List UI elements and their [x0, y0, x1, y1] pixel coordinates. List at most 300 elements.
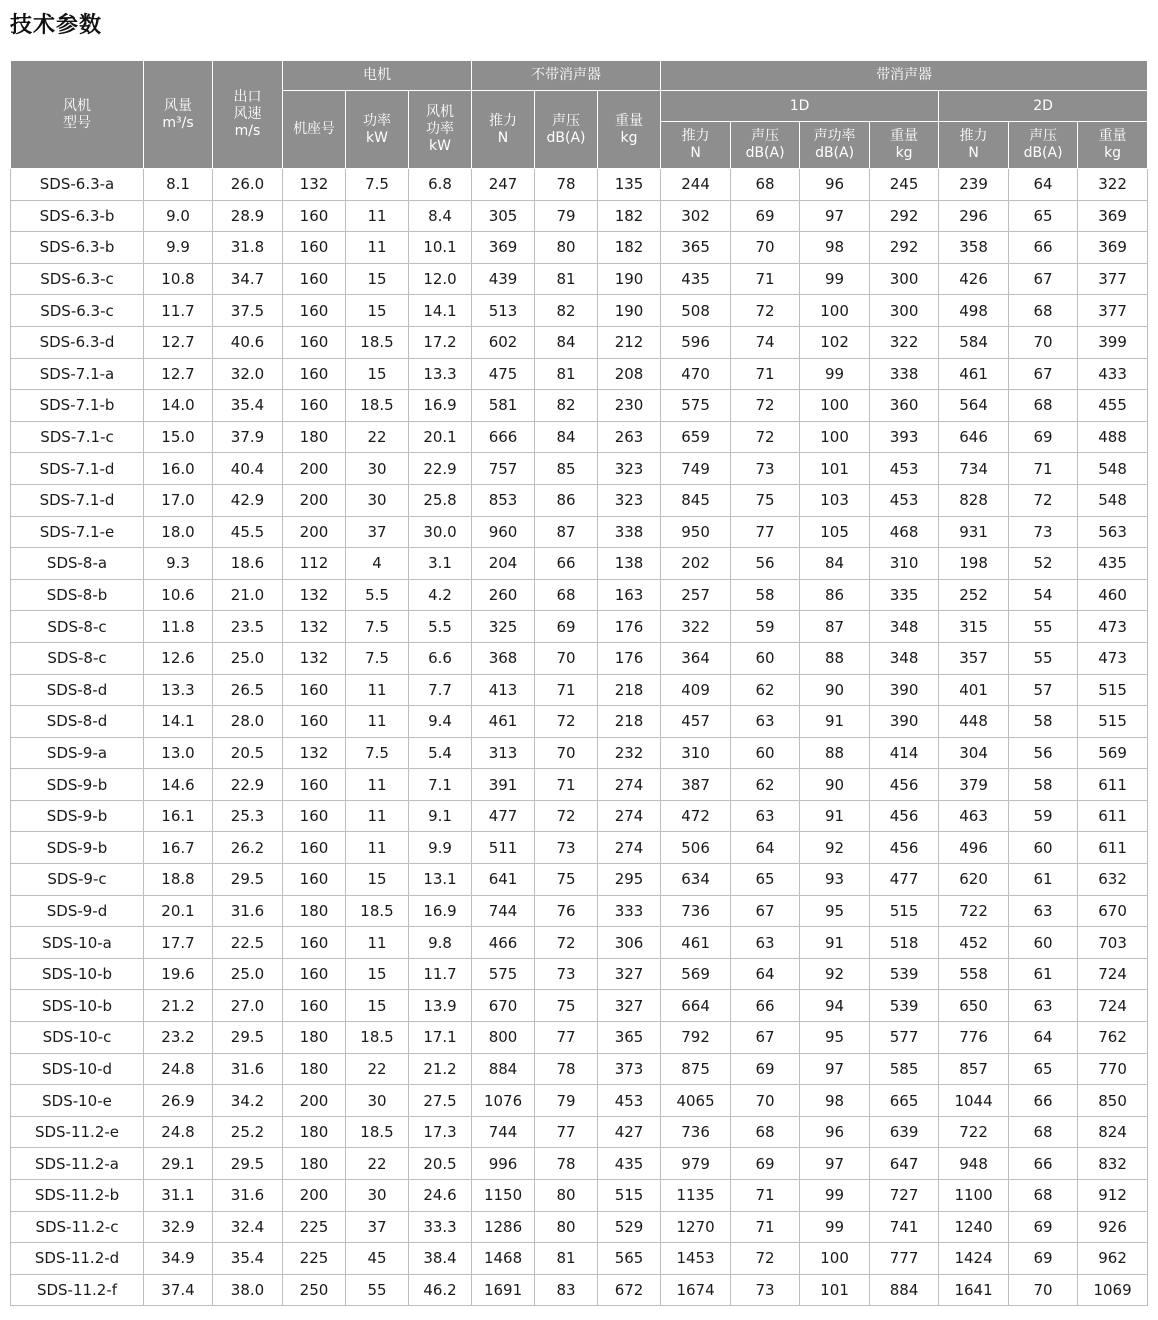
table-cell: 639 — [870, 1116, 939, 1148]
table-cell: 160 — [283, 927, 346, 959]
table-cell: 71 — [535, 674, 598, 706]
table-cell: 72 — [1009, 484, 1078, 516]
table-cell: 322 — [870, 326, 939, 358]
table-cell: 180 — [283, 421, 346, 453]
table-cell: 302 — [661, 200, 731, 232]
table-cell: 71 — [731, 1211, 800, 1243]
table-cell: 17.7 — [144, 927, 213, 959]
table-cell: 182 — [598, 200, 661, 232]
table-cell: 20.5 — [213, 737, 283, 769]
table-cell: 160 — [283, 232, 346, 264]
table-cell: 232 — [598, 737, 661, 769]
model-cell: SDS-8-c — [11, 611, 144, 643]
table-row — [11, 958, 1148, 990]
table-row — [11, 263, 1148, 295]
table-cell: 71 — [731, 358, 800, 390]
table-cell: 64 — [1009, 169, 1078, 201]
table-cell: 29.5 — [213, 864, 283, 896]
table-cell: 792 — [661, 1022, 731, 1054]
table-cell: 160 — [283, 295, 346, 327]
table-cell: 850 — [1078, 1085, 1148, 1117]
table-cell: 11 — [346, 232, 409, 264]
table-cell: 620 — [939, 864, 1009, 896]
table-cell: 72 — [731, 295, 800, 327]
model-cell: SDS-8-d — [11, 706, 144, 738]
subgroup-1d: 1D — [661, 91, 939, 122]
table-cell: 727 — [870, 1180, 939, 1212]
table-cell: 202 — [661, 548, 731, 580]
table-cell: 22.5 — [213, 927, 283, 959]
table-cell: 69 — [535, 611, 598, 643]
table-cell: 10.8 — [144, 263, 213, 295]
table-cell: 515 — [1078, 706, 1148, 738]
table-cell: 8.1 — [144, 169, 213, 201]
table-cell: 20.1 — [409, 421, 472, 453]
table-cell: 80 — [535, 1211, 598, 1243]
table-cell: 11 — [346, 832, 409, 864]
model-cell: SDS-10-c — [11, 1022, 144, 1054]
table-cell: 828 — [939, 484, 1009, 516]
table-cell: 602 — [472, 326, 535, 358]
table-cell: 67 — [731, 895, 800, 927]
table-cell: 515 — [1078, 674, 1148, 706]
table-cell: 581 — [472, 390, 535, 422]
table-cell: 86 — [800, 579, 870, 611]
table-cell: 3.1 — [409, 548, 472, 580]
table-cell: 68 — [731, 1116, 800, 1148]
table-cell: 515 — [598, 1180, 661, 1212]
table-row — [11, 390, 1148, 422]
table-cell: 32.0 — [213, 358, 283, 390]
table-cell: 96 — [800, 1116, 870, 1148]
model-cell: SDS-6.3-c — [11, 263, 144, 295]
table-cell: 68 — [1009, 1180, 1078, 1212]
model-cell: SDS-8-b — [11, 579, 144, 611]
table-cell: 218 — [598, 706, 661, 738]
table-cell: 306 — [598, 927, 661, 959]
table-cell: 95 — [800, 1022, 870, 1054]
table-cell: 73 — [535, 832, 598, 864]
table-cell: 64 — [1009, 1022, 1078, 1054]
table-cell: 7.5 — [346, 737, 409, 769]
table-cell: 29.5 — [213, 1022, 283, 1054]
table-cell: 912 — [1078, 1180, 1148, 1212]
table-cell: 73 — [731, 1274, 800, 1306]
table-cell: 650 — [939, 990, 1009, 1022]
model-cell: SDS-6.3-a — [11, 169, 144, 201]
table-cell: 457 — [661, 706, 731, 738]
table-cell: 776 — [939, 1022, 1009, 1054]
table-cell: 30.0 — [409, 516, 472, 548]
table-cell: 200 — [283, 516, 346, 548]
table-cell: 22 — [346, 1148, 409, 1180]
table-cell: 11 — [346, 200, 409, 232]
table-cell: 736 — [661, 1116, 731, 1148]
table-cell: 68 — [1009, 1116, 1078, 1148]
table-cell: 368 — [472, 642, 535, 674]
table-cell: 364 — [661, 642, 731, 674]
table-cell: 11.7 — [409, 958, 472, 990]
table-cell: 734 — [939, 453, 1009, 485]
table-cell: 9.9 — [144, 232, 213, 264]
table-cell: 518 — [870, 927, 939, 959]
table-cell: 29.1 — [144, 1148, 213, 1180]
table-cell: 452 — [939, 927, 1009, 959]
table-cell: 777 — [870, 1243, 939, 1275]
table-cell: 35.4 — [213, 1243, 283, 1275]
table-cell: 11 — [346, 927, 409, 959]
table-cell: 611 — [1078, 800, 1148, 832]
table-cell: 824 — [1078, 1116, 1148, 1148]
table-cell: 37.5 — [213, 295, 283, 327]
table-cell: 245 — [870, 169, 939, 201]
table-row — [11, 1211, 1148, 1243]
col-model: 风机 型号 — [11, 61, 144, 169]
table-cell: 29.5 — [213, 1148, 283, 1180]
table-cell: 315 — [939, 611, 1009, 643]
table-cell: 98 — [800, 1085, 870, 1117]
table-row — [11, 516, 1148, 548]
table-cell: 55 — [1009, 611, 1078, 643]
table-cell: 26.2 — [213, 832, 283, 864]
table-cell: 90 — [800, 674, 870, 706]
table-cell: 348 — [870, 611, 939, 643]
table-cell: 857 — [939, 1053, 1009, 1085]
table-cell: 7.5 — [346, 611, 409, 643]
table-cell: 62 — [731, 769, 800, 801]
table-cell: 45 — [346, 1243, 409, 1275]
table-cell: 1270 — [661, 1211, 731, 1243]
table-cell: 884 — [472, 1053, 535, 1085]
table-cell: 22.9 — [409, 453, 472, 485]
table-cell: 96 — [800, 169, 870, 201]
table-cell: 1100 — [939, 1180, 1009, 1212]
table-cell: 71 — [731, 263, 800, 295]
table-cell: 18.0 — [144, 516, 213, 548]
table-cell: 1424 — [939, 1243, 1009, 1275]
table-cell: 160 — [283, 390, 346, 422]
table-cell: 647 — [870, 1148, 939, 1180]
table-cell: 252 — [939, 579, 1009, 611]
table-cell: 75 — [535, 990, 598, 1022]
table-cell: 327 — [598, 990, 661, 1022]
table-cell: 85 — [535, 453, 598, 485]
table-cell: 369 — [472, 232, 535, 264]
table-cell: 75 — [535, 864, 598, 896]
table-cell: 37.4 — [144, 1274, 213, 1306]
table-cell: 20.1 — [144, 895, 213, 927]
col-1d-spl: 声压 dB(A) — [731, 122, 800, 169]
table-cell: 9.9 — [409, 832, 472, 864]
table-cell: 1453 — [661, 1243, 731, 1275]
table-cell: 32.9 — [144, 1211, 213, 1243]
table-cell: 69 — [731, 1148, 800, 1180]
table-row — [11, 1053, 1148, 1085]
table-cell: 634 — [661, 864, 731, 896]
table-cell: 466 — [472, 927, 535, 959]
table-cell: 884 — [870, 1274, 939, 1306]
table-cell: 435 — [661, 263, 731, 295]
table-cell: 26.0 — [213, 169, 283, 201]
table-cell: 1240 — [939, 1211, 1009, 1243]
table-cell: 250 — [283, 1274, 346, 1306]
table-cell: 257 — [661, 579, 731, 611]
table-cell: 180 — [283, 1022, 346, 1054]
table-row — [11, 358, 1148, 390]
table-cell: 762 — [1078, 1022, 1148, 1054]
table-row — [11, 1180, 1148, 1212]
table-cell: 274 — [598, 832, 661, 864]
table-cell: 575 — [661, 390, 731, 422]
table-cell: 409 — [661, 674, 731, 706]
table-cell: 357 — [939, 642, 1009, 674]
table-cell: 65 — [1009, 200, 1078, 232]
table-cell: 100 — [800, 390, 870, 422]
table-cell: 45.5 — [213, 516, 283, 548]
table-cell: 99 — [800, 1211, 870, 1243]
table-cell: 379 — [939, 769, 1009, 801]
table-cell: 78 — [535, 169, 598, 201]
table-cell: 88 — [800, 737, 870, 769]
model-cell: SDS-7.1-b — [11, 390, 144, 422]
table-cell: 63 — [1009, 895, 1078, 927]
table-cell: 99 — [800, 263, 870, 295]
model-cell: SDS-9-a — [11, 737, 144, 769]
table-cell: 1286 — [472, 1211, 535, 1243]
table-cell: 91 — [800, 706, 870, 738]
table-cell: 81 — [535, 358, 598, 390]
table-cell: 86 — [535, 484, 598, 516]
table-cell: 208 — [598, 358, 661, 390]
table-cell: 160 — [283, 990, 346, 1022]
spec-table — [10, 60, 1148, 1306]
table-cell: 67 — [1009, 263, 1078, 295]
table-cell: 1076 — [472, 1085, 535, 1117]
table-cell: 584 — [939, 326, 1009, 358]
table-cell: 66 — [1009, 1148, 1078, 1180]
table-cell: 539 — [870, 958, 939, 990]
table-cell: 69 — [1009, 421, 1078, 453]
table-cell: 75 — [731, 484, 800, 516]
table-cell: 664 — [661, 990, 731, 1022]
table-cell: 1691 — [472, 1274, 535, 1306]
model-cell: SDS-9-b — [11, 832, 144, 864]
table-cell: 65 — [731, 864, 800, 896]
table-cell: 32.4 — [213, 1211, 283, 1243]
table-cell: 24.8 — [144, 1053, 213, 1085]
table-cell: 58 — [1009, 706, 1078, 738]
model-cell: SDS-7.1-d — [11, 484, 144, 516]
table-cell: 9.4 — [409, 706, 472, 738]
table-cell: 176 — [598, 611, 661, 643]
table-cell: 724 — [1078, 990, 1148, 1022]
table-cell: 200 — [283, 1180, 346, 1212]
table-cell: 13.9 — [409, 990, 472, 1022]
table-cell: 6.8 — [409, 169, 472, 201]
table-cell: 274 — [598, 800, 661, 832]
table-cell: 577 — [870, 1022, 939, 1054]
model-cell: SDS-8-a — [11, 548, 144, 580]
table-cell: 369 — [1078, 200, 1148, 232]
table-cell: 14.1 — [409, 295, 472, 327]
table-cell: 15 — [346, 263, 409, 295]
table-cell: 300 — [870, 263, 939, 295]
table-cell: 926 — [1078, 1211, 1148, 1243]
model-cell: SDS-6.3-c — [11, 295, 144, 327]
table-cell: 69 — [731, 1053, 800, 1085]
col-thrust: 推力 N — [472, 91, 535, 169]
table-cell: 97 — [800, 1053, 870, 1085]
table-cell: 979 — [661, 1148, 731, 1180]
table-cell: 15 — [346, 864, 409, 896]
table-cell: 564 — [939, 390, 1009, 422]
model-cell: SDS-10-e — [11, 1085, 144, 1117]
table-cell: 596 — [661, 326, 731, 358]
table-cell: 488 — [1078, 421, 1148, 453]
group-with-silencer: 带消声器 — [661, 61, 1148, 91]
table-row — [11, 1116, 1148, 1148]
table-cell: 56 — [731, 548, 800, 580]
table-cell: 55 — [346, 1274, 409, 1306]
table-cell: 327 — [598, 958, 661, 990]
table-cell: 160 — [283, 958, 346, 990]
table-row — [11, 1022, 1148, 1054]
col-1d-weight: 重量 kg — [870, 122, 939, 169]
table-cell: 84 — [800, 548, 870, 580]
table-cell: 390 — [870, 706, 939, 738]
table-cell: 477 — [472, 800, 535, 832]
table-cell: 461 — [939, 358, 1009, 390]
table-cell: 68 — [535, 579, 598, 611]
table-cell: 377 — [1078, 263, 1148, 295]
table-cell: 97 — [800, 200, 870, 232]
table-cell: 101 — [800, 1274, 870, 1306]
table-cell: 61 — [1009, 958, 1078, 990]
table-row — [11, 548, 1148, 580]
table-cell: 463 — [939, 800, 1009, 832]
table-row — [11, 326, 1148, 358]
table-cell: 72 — [535, 927, 598, 959]
table-cell: 931 — [939, 516, 1009, 548]
table-cell: 60 — [731, 737, 800, 769]
table-cell: 160 — [283, 832, 346, 864]
table-cell: 225 — [283, 1211, 346, 1243]
model-cell: SDS-7.1-a — [11, 358, 144, 390]
table-cell: 770 — [1078, 1053, 1148, 1085]
table-cell: 72 — [535, 800, 598, 832]
table-cell: 513 — [472, 295, 535, 327]
table-cell: 30 — [346, 1085, 409, 1117]
table-cell: 73 — [535, 958, 598, 990]
table-cell: 34.9 — [144, 1243, 213, 1275]
col-weight: 重量 kg — [598, 91, 661, 169]
table-cell: 548 — [1078, 484, 1148, 516]
table-cell: 475 — [472, 358, 535, 390]
table-cell: 390 — [870, 674, 939, 706]
table-cell: 63 — [731, 800, 800, 832]
table-cell: 9.8 — [409, 927, 472, 959]
table-cell: 225 — [283, 1243, 346, 1275]
table-cell: 68 — [731, 169, 800, 201]
table-row — [11, 737, 1148, 769]
table-cell: 360 — [870, 390, 939, 422]
col-1d-swl: 声功率 dB(A) — [800, 122, 870, 169]
table-cell: 569 — [1078, 737, 1148, 769]
table-cell: 18.5 — [346, 1022, 409, 1054]
table-cell: 455 — [1078, 390, 1148, 422]
table-cell: 60 — [1009, 832, 1078, 864]
table-cell: 72 — [731, 1243, 800, 1275]
table-cell: 70 — [731, 232, 800, 264]
table-cell: 5.5 — [346, 579, 409, 611]
table-cell: 335 — [870, 579, 939, 611]
table-cell: 853 — [472, 484, 535, 516]
table-row — [11, 832, 1148, 864]
table-cell: 338 — [870, 358, 939, 390]
table-cell: 25.0 — [213, 958, 283, 990]
table-cell: 60 — [731, 642, 800, 674]
table-cell: 369 — [1078, 232, 1148, 264]
table-cell: 4 — [346, 548, 409, 580]
col-frame: 机座号 — [283, 91, 346, 169]
table-cell: 70 — [535, 642, 598, 674]
table-cell: 22 — [346, 1053, 409, 1085]
table-cell: 100 — [800, 295, 870, 327]
table-cell: 40.4 — [213, 453, 283, 485]
table-cell: 498 — [939, 295, 1009, 327]
table-cell: 15 — [346, 958, 409, 990]
table-row — [11, 990, 1148, 1022]
table-cell: 105 — [800, 516, 870, 548]
table-cell: 260 — [472, 579, 535, 611]
table-cell: 21.0 — [213, 579, 283, 611]
table-cell: 548 — [1078, 453, 1148, 485]
table-cell: 15 — [346, 990, 409, 1022]
model-cell: SDS-7.1-c — [11, 421, 144, 453]
table-cell: 72 — [731, 421, 800, 453]
table-cell: 427 — [598, 1116, 661, 1148]
table-cell: 14.1 — [144, 706, 213, 738]
table-cell: 77 — [535, 1022, 598, 1054]
table-cell: 65 — [1009, 1053, 1078, 1085]
table-cell: 496 — [939, 832, 1009, 864]
table-cell: 160 — [283, 800, 346, 832]
table-cell: 665 — [870, 1085, 939, 1117]
table-cell: 11 — [346, 674, 409, 706]
table-cell: 435 — [598, 1148, 661, 1180]
table-cell: 72 — [535, 706, 598, 738]
table-cell: 16.9 — [409, 390, 472, 422]
table-cell: 80 — [535, 232, 598, 264]
model-cell: SDS-8-d — [11, 674, 144, 706]
table-cell: 66 — [731, 990, 800, 1022]
table-cell: 83 — [535, 1274, 598, 1306]
table-cell: 100 — [800, 1243, 870, 1275]
table-cell: 632 — [1078, 864, 1148, 896]
table-cell: 84 — [535, 421, 598, 453]
table-cell: 24.6 — [409, 1180, 472, 1212]
table-cell: 274 — [598, 769, 661, 801]
col-velocity: 出口 风速 m/s — [213, 61, 283, 169]
table-cell: 67 — [1009, 358, 1078, 390]
model-cell: SDS-9-d — [11, 895, 144, 927]
table-cell: 25.3 — [213, 800, 283, 832]
table-cell: 12.6 — [144, 642, 213, 674]
table-cell: 28.0 — [213, 706, 283, 738]
table-cell: 456 — [870, 800, 939, 832]
table-cell: 563 — [1078, 516, 1148, 548]
table-cell: 310 — [661, 737, 731, 769]
